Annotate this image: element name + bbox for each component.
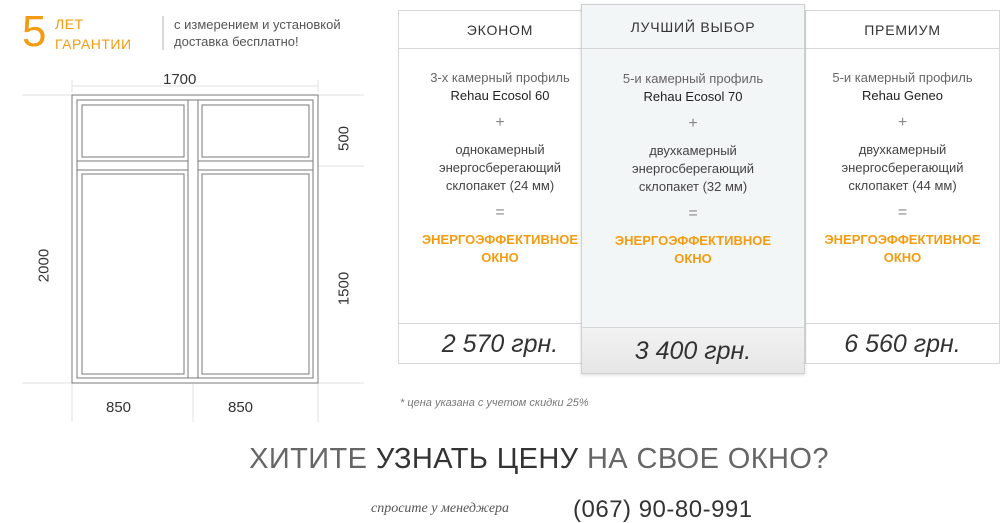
window-frame	[72, 95, 318, 383]
tier-price: 6 560 грн.	[806, 323, 999, 363]
cta-heading-strong: УЗНАТЬ ЦЕНУ	[375, 443, 579, 475]
tier-result-line-2: ОКНО	[481, 250, 519, 265]
equals-sign: =	[688, 205, 698, 222]
guarantee-note-line-2: доставка бесплатно!	[174, 34, 299, 49]
guarantee-years: 5	[22, 7, 47, 56]
left-half-dimension: 850	[106, 399, 132, 416]
tier-profile-name: Rehau Ecosol 60	[450, 88, 550, 103]
tier-price: 2 570 грн.	[399, 323, 601, 363]
guarantee-divider	[162, 16, 164, 50]
tier-description	[399, 49, 601, 267]
tier-description	[582, 49, 804, 268]
bottom-section-dimension: 1500	[335, 271, 353, 306]
tier-economy[interactable]	[398, 10, 602, 364]
guarantee-word-years: ЛЕТ	[55, 16, 84, 32]
cta-heading-start: ХИТИТЕ	[249, 443, 376, 475]
cta-heading-end: НА СВОЕ ОКНО?	[578, 443, 829, 475]
tier-result-line-2: ОКНО	[674, 251, 712, 266]
tier-result-line-1: ЭНЕРГОЭФФЕКТИВНОЕ	[824, 232, 981, 247]
tier-glass-line-3: склопакет (32 мм)	[638, 179, 748, 194]
right-half-dimension: 850	[228, 399, 254, 416]
tier-glass-line-1: однокамерный	[455, 142, 545, 157]
tier-title: ПРЕМИУМ	[806, 11, 999, 49]
width-dimension: 1700	[163, 71, 197, 88]
tier-glass-line-2: энергосберегающий	[841, 160, 964, 175]
top-section-dimension: 500	[335, 125, 353, 152]
tier-premium[interactable]	[805, 10, 1000, 364]
tier-glass-line-3: склопакет (24 мм)	[445, 178, 555, 193]
tier-glass-line-2: энергосберегающий	[438, 160, 562, 175]
tier-profile-type: 3-х камерный профиль	[430, 70, 570, 85]
tier-profile-name: Rehau Geneo	[862, 88, 943, 103]
tier-glass-line-1: двухкамерный	[858, 142, 947, 157]
plus-sign: +	[897, 114, 908, 131]
phone-link[interactable]: (067) 90-80-991	[573, 496, 753, 523]
tier-description	[806, 49, 999, 267]
tier-best-choice[interactable]	[581, 4, 805, 374]
cta-ask-manager: спросите у менеджера	[371, 501, 510, 516]
plus-sign: +	[688, 115, 698, 132]
tier-profile-type: 5-и камерный профиль	[622, 71, 764, 86]
tier-result-line-2: ОКНО	[883, 250, 922, 265]
tier-price: 3 400 грн.	[582, 327, 804, 373]
tier-title: ЛУЧШИЙ ВЫБОР	[582, 5, 804, 49]
equals-sign: =	[897, 204, 908, 221]
tier-glass-line-3: склопакет (44 мм)	[848, 178, 957, 193]
guarantee-note-line-1: с измерением и установкой	[174, 17, 341, 32]
tier-profile-name: Rehau Ecosol 70	[643, 89, 743, 104]
cta-heading	[0, 443, 1000, 476]
tier-result-line-1: ЭНЕРГОЭФФЕКТИВНОЕ	[614, 233, 772, 248]
height-dimension: 2000	[35, 248, 53, 283]
tier-title: ЭКОНОМ	[399, 11, 601, 49]
guarantee-words	[55, 14, 132, 54]
price-footnote: * цена указана с учетом скидки 25%	[400, 397, 589, 409]
window-diagram	[22, 60, 382, 430]
plus-sign: +	[495, 114, 505, 131]
price-tiers	[398, 8, 1000, 368]
tier-result-line-1: ЭНЕРГОЭФФЕКТИВНОЕ	[421, 232, 579, 247]
guarantee-note	[174, 16, 341, 50]
tier-profile-type: 5-и камерный профиль	[832, 70, 973, 85]
tier-glass-line-1: двухкамерный	[649, 143, 737, 158]
guarantee-word-warranty: ГАРАНТИИ	[55, 36, 132, 52]
window-drawing	[22, 60, 382, 430]
equals-sign: =	[495, 204, 505, 221]
tier-glass-line-2: энергосберегающий	[631, 161, 755, 176]
